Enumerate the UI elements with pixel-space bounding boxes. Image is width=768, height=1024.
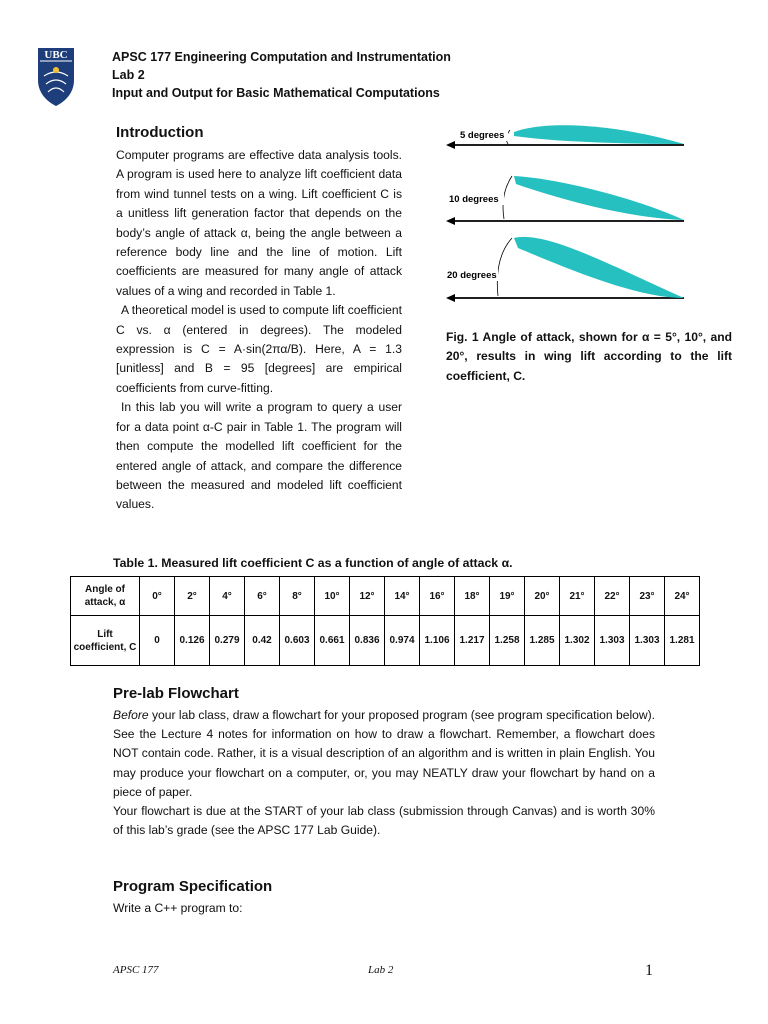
angle-cell: 22° <box>595 577 630 616</box>
angle-of-attack-figure <box>446 118 686 318</box>
prelab-emphasis: Before <box>113 708 149 722</box>
table-row-angle <box>71 577 700 616</box>
coefficient-cell: 0.42 <box>245 616 280 666</box>
lift-coefficient-table <box>70 576 700 666</box>
program-spec-paragraph: Write a C++ program to: <box>113 901 243 915</box>
coefficient-cell: 0.661 <box>315 616 350 666</box>
coefficient-cell: 1.258 <box>490 616 525 666</box>
angle-cell: 2° <box>175 577 210 616</box>
coefficient-cell: 1.303 <box>630 616 665 666</box>
prelab-body <box>113 706 655 840</box>
angle-cell: 19° <box>490 577 525 616</box>
coefficient-cell: 1.303 <box>595 616 630 666</box>
intro-paragraph-1: Computer programs are effective data analysis tools. A program is used here to analyze lift coefficient data from wind tunnel tests on a wing. Lift coefficient C is a unitless lift generation factor that depends on the body’s angle of attack α, being the angle between a reference body line and the line of motion. Lift coefficients are measured for many angle of attack values of a wing and recorded in Table 1. <box>116 148 402 298</box>
coefficient-cell: 0.836 <box>350 616 385 666</box>
prelab-paragraph-2: Your flowchart is due at the START of your lab class (submission through Canvas) and is worth 30% of this lab’s grade (see the APSC 177 Lab Guide). <box>113 804 655 838</box>
coefficient-cell: 1.302 <box>560 616 595 666</box>
program-spec-body <box>113 899 655 918</box>
wing-20-degrees <box>446 237 684 302</box>
prelab-heading: Pre-lab Flowchart <box>113 685 239 702</box>
program-spec-heading: Program Specification <box>113 878 273 895</box>
coefficient-cell: 0.126 <box>175 616 210 666</box>
angle-cell: 23° <box>630 577 665 616</box>
coefficient-row-header: Lift coefficient, C <box>71 616 140 666</box>
angle-cell: 12° <box>350 577 385 616</box>
angle-cell: 6° <box>245 577 280 616</box>
label-20-degrees: 20 degrees <box>447 270 497 281</box>
coefficient-cell: 0.603 <box>280 616 315 666</box>
coefficient-cell: 0 <box>140 616 175 666</box>
logo-text: UBC <box>44 49 68 61</box>
angle-cell: 20° <box>525 577 560 616</box>
wing-10-degrees <box>446 176 684 225</box>
intro-paragraph-3: In this lab you will write a program to query a user for a data point α-C pair in Table 1. The program will then compute the modelled lift coefficient for the entered angle of attack, and compare the difference between the measured and modeled lift coefficient values. <box>116 400 402 512</box>
label-10-degrees: 10 degrees <box>449 194 499 205</box>
introduction-body <box>116 146 402 515</box>
angle-cell: 8° <box>280 577 315 616</box>
coefficient-cell: 0.279 <box>210 616 245 666</box>
coefficient-cell: 1.285 <box>525 616 560 666</box>
course-title: APSC 177 Engineering Computation and Instrumentation <box>112 50 451 64</box>
angle-cell: 4° <box>210 577 245 616</box>
table-caption: Table 1. Measured lift coefficient C as a function of angle of attack α. <box>113 556 513 570</box>
coefficient-cell: 1.106 <box>420 616 455 666</box>
angle-row-header: Angle of attack, α <box>71 577 140 616</box>
footer-course: APSC 177 <box>113 964 159 976</box>
prelab-paragraph-1 <box>113 706 655 802</box>
lab-number: Lab 2 <box>112 68 145 82</box>
coefficient-cell: 1.281 <box>665 616 700 666</box>
prelab-paragraph-1-text: your lab class, draw a flowchart for your proposed program (see program specification below). See the Lecture 4 notes for information on how to draw a flowchart. Remember, a flowchart does NOT contain code. Rather, it is a visual description of an algorithm and is written in plain English. You may produce your flowchart on a computer, or, you may NEATLY draw your flowchart by hand on a piece of paper. <box>113 708 655 799</box>
intro-paragraph-2: A theoretical model is used to compute lift coefficient C vs. α (entered in degrees). The modeled expression is C = A·sin(2πα/B). Here, A = 1.3 [unitless] and B = 95 [degrees] are empirical coefficients from curve-fitting. <box>116 303 402 395</box>
label-5-degrees: 5 degrees <box>460 130 505 141</box>
document-header <box>112 48 451 102</box>
angle-cell: 14° <box>385 577 420 616</box>
figure-caption: Fig. 1 Angle of attack, shown for α = 5°, 10°, and 20°, results in wing lift according to the lift coefficient, C. <box>446 330 732 383</box>
angle-cell: 0° <box>140 577 175 616</box>
angle-cell: 16° <box>420 577 455 616</box>
coefficient-cell: 0.974 <box>385 616 420 666</box>
angle-cell: 24° <box>665 577 700 616</box>
coefficient-cell: 1.217 <box>455 616 490 666</box>
angle-cell: 10° <box>315 577 350 616</box>
angle-cell: 21° <box>560 577 595 616</box>
lab-title: Input and Output for Basic Mathematical Computations <box>112 86 440 100</box>
ubc-crest-logo <box>36 46 76 108</box>
wing-5-degrees <box>446 125 684 149</box>
footer-lab: Lab 2 <box>368 964 394 976</box>
table-row-coefficient <box>71 616 700 666</box>
introduction-heading: Introduction <box>116 124 204 141</box>
angle-cell: 18° <box>455 577 490 616</box>
page-number: 1 <box>645 962 653 979</box>
